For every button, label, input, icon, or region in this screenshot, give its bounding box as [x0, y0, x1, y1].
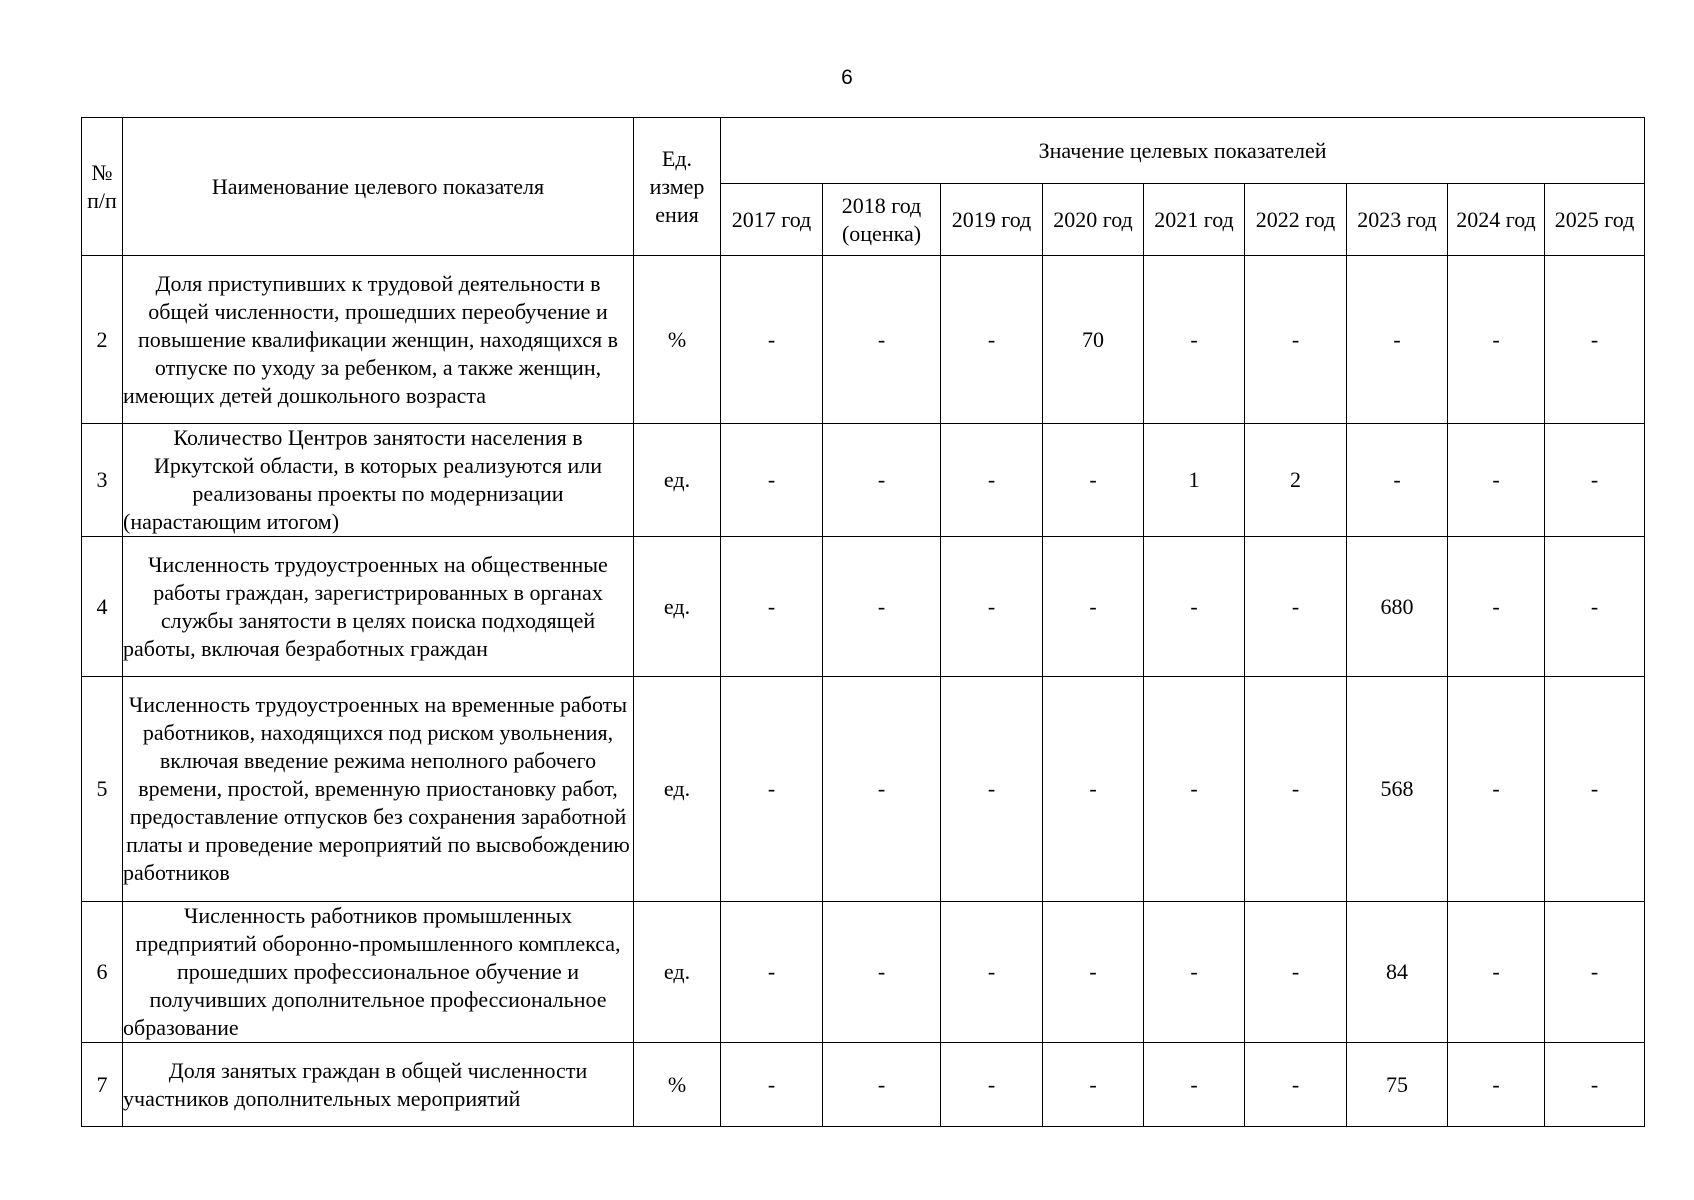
indicator-name: Количество Центров занятости населения в Иркутской области, в которых реализуются или реализованы проекты по модернизации (нарастающим итогом) — [123, 424, 634, 537]
value-cell-2023: 75 — [1347, 1043, 1448, 1127]
indicator-name: Доля приступивших к трудовой деятельности в общей численности, прошедших переобучение и повышение квалификации женщин, находящихся в отпуске по уходу за ребенком, а также женщин, имеющих детей дошкольного возраста — [123, 256, 634, 424]
row-number: 5 — [82, 677, 123, 902]
value-cell-2023: - — [1347, 424, 1448, 537]
value-cell-2022: - — [1245, 537, 1347, 677]
value-cell-2017: - — [721, 1043, 823, 1127]
table-row — [82, 424, 1645, 537]
value-cell-2019: - — [941, 424, 1043, 537]
table-body — [82, 256, 1645, 1127]
header-year-2018: 2018 год (оценка) — [823, 184, 941, 256]
value-cell-2025: - — [1545, 902, 1645, 1043]
indicator-name: Доля занятых граждан в общей численности участников дополнительных мероприятий — [123, 1043, 634, 1127]
indicator-name: Численность работников промышленных предприятий оборонно-промышленного комплекса, прошедших профессиональное обучение и получивших дополнительное профессиональное образование — [123, 902, 634, 1043]
unit-cell: ед. — [634, 902, 721, 1043]
value-cell-2019: - — [941, 537, 1043, 677]
header-values-group: Значение целевых показателей — [721, 118, 1645, 184]
indicators-table — [81, 117, 1645, 1127]
row-number: 4 — [82, 537, 123, 677]
value-cell-2022: - — [1245, 677, 1347, 902]
value-cell-2025: - — [1545, 424, 1645, 537]
table-header — [82, 118, 1645, 256]
value-cell-2018: - — [823, 424, 941, 537]
value-cell-2018: - — [823, 677, 941, 902]
value-cell-2019: - — [941, 902, 1043, 1043]
value-cell-2017: - — [721, 677, 823, 902]
value-cell-2020: - — [1043, 1043, 1144, 1127]
page-number: 6 — [841, 66, 853, 89]
value-cell-2017: - — [721, 256, 823, 424]
header-year-2019: 2019 год — [941, 184, 1043, 256]
value-cell-2019: - — [941, 677, 1043, 902]
table-row — [82, 537, 1645, 677]
value-cell-2024: - — [1448, 424, 1545, 537]
value-cell-2019: - — [941, 256, 1043, 424]
value-cell-2018: - — [823, 902, 941, 1043]
value-cell-2025: - — [1545, 677, 1645, 902]
value-cell-2021: - — [1144, 902, 1245, 1043]
value-cell-2017: - — [721, 424, 823, 537]
value-cell-2019: - — [941, 1043, 1043, 1127]
value-cell-2017: - — [721, 537, 823, 677]
value-cell-2021: - — [1144, 1043, 1245, 1127]
value-cell-2020: 70 — [1043, 256, 1144, 424]
unit-cell: ед. — [634, 677, 721, 902]
value-cell-2021: - — [1144, 537, 1245, 677]
value-cell-2020: - — [1043, 677, 1144, 902]
unit-cell: % — [634, 256, 721, 424]
header-row-top — [82, 118, 1645, 184]
row-number: 2 — [82, 256, 123, 424]
header-year-2025: 2025 год — [1545, 184, 1645, 256]
value-cell-2023: 84 — [1347, 902, 1448, 1043]
value-cell-2023: 568 — [1347, 677, 1448, 902]
value-cell-2023: 680 — [1347, 537, 1448, 677]
table-row — [82, 902, 1645, 1043]
table-row — [82, 1043, 1645, 1127]
value-cell-2022: - — [1245, 256, 1347, 424]
value-cell-2021: - — [1144, 256, 1245, 424]
value-cell-2018: - — [823, 1043, 941, 1127]
unit-cell: % — [634, 1043, 721, 1127]
value-cell-2022: - — [1245, 902, 1347, 1043]
value-cell-2022: - — [1245, 1043, 1347, 1127]
value-cell-2023: - — [1347, 256, 1448, 424]
value-cell-2018: - — [823, 256, 941, 424]
header-year-2017: 2017 год — [721, 184, 823, 256]
row-number: 6 — [82, 902, 123, 1043]
header-year-2020: 2020 год — [1043, 184, 1144, 256]
header-number: № п/п — [82, 118, 123, 256]
header-year-2021: 2021 год — [1144, 184, 1245, 256]
value-cell-2020: - — [1043, 902, 1144, 1043]
header-indicator-name: Наименование целевого показателя — [123, 118, 634, 256]
value-cell-2021: - — [1144, 677, 1245, 902]
value-cell-2025: - — [1545, 1043, 1645, 1127]
row-number: 7 — [82, 1043, 123, 1127]
unit-cell: ед. — [634, 537, 721, 677]
value-cell-2020: - — [1043, 537, 1144, 677]
table-row — [82, 256, 1645, 424]
value-cell-2018: - — [823, 537, 941, 677]
value-cell-2021: 1 — [1144, 424, 1245, 537]
value-cell-2022: 2 — [1245, 424, 1347, 537]
header-year-2024: 2024 год — [1448, 184, 1545, 256]
value-cell-2024: - — [1448, 902, 1545, 1043]
value-cell-2017: - — [721, 902, 823, 1043]
table-row — [82, 677, 1645, 902]
row-number: 3 — [82, 424, 123, 537]
header-year-2023: 2023 год — [1347, 184, 1448, 256]
value-cell-2024: - — [1448, 677, 1545, 902]
value-cell-2024: - — [1448, 256, 1545, 424]
indicator-name: Численность трудоустроенных на временные работы работников, находящихся под риском увольнения, включая введение режима неполного рабочего времени, простой, временную приостановку работ, предоставление отпусков без сохранения заработной платы и проведение мероприятий по высвобождению работников — [123, 677, 634, 902]
value-cell-2025: - — [1545, 537, 1645, 677]
value-cell-2025: - — [1545, 256, 1645, 424]
value-cell-2024: - — [1448, 1043, 1545, 1127]
header-year-2022: 2022 год — [1245, 184, 1347, 256]
unit-cell: ед. — [634, 424, 721, 537]
indicator-name: Численность трудоустроенных на общественные работы граждан, зарегистрированных в органах службы занятости в целях поиска подходящей работы, включая безработных граждан — [123, 537, 634, 677]
header-unit: Ед. измер ения — [634, 118, 721, 256]
value-cell-2024: - — [1448, 537, 1545, 677]
value-cell-2020: - — [1043, 424, 1144, 537]
